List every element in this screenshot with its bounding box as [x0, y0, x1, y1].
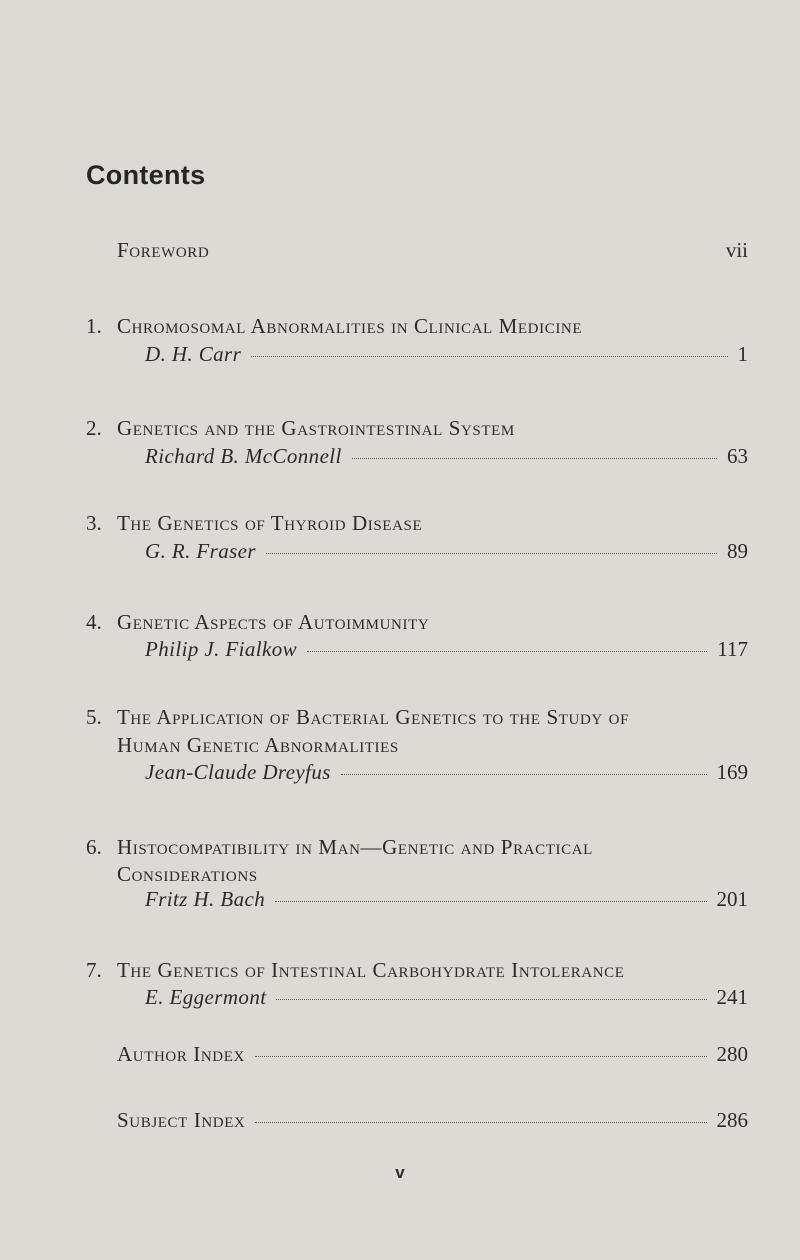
page-title: Contents — [86, 160, 206, 190]
chapter-author-line — [145, 760, 748, 785]
dot-leader — [255, 1122, 706, 1123]
chapter-number: 4. — [86, 610, 102, 634]
chapter-author: D. H. Carr — [145, 342, 242, 366]
chapter-number: 6. — [86, 835, 102, 859]
chapter-title: The Application of Bacterial Genetics to the Study of — [117, 705, 630, 729]
chapter-number: 5. — [86, 705, 102, 729]
dot-leader — [307, 651, 707, 652]
chapter-author-line — [145, 887, 748, 912]
chapter-title: Genetic Aspects of Autoimmunity — [117, 610, 430, 634]
chapter-page-number: 117 — [717, 637, 748, 661]
chapter-title: Genetics and the Gastrointestinal System — [117, 416, 515, 440]
chapter-author: Jean-Claude Dreyfus — [145, 760, 331, 784]
chapter-number: 7. — [86, 958, 102, 982]
chapter-author: G. R. Fraser — [145, 539, 256, 563]
dot-leader — [275, 901, 706, 902]
index-page-number: 280 — [716, 1042, 748, 1066]
dot-leader — [255, 1056, 707, 1057]
page-folio: v — [395, 1163, 405, 1182]
chapter-author-line — [145, 637, 748, 662]
dot-leader — [341, 774, 707, 775]
dot-leader — [251, 356, 727, 357]
chapter-author-line — [145, 342, 748, 367]
index-page-number: 286 — [716, 1108, 748, 1132]
chapter-number: 3. — [86, 511, 102, 535]
chapter-page-number: 201 — [716, 887, 748, 911]
chapter-title: Histocompatibility in Man—Genetic and Practical — [117, 835, 593, 859]
chapter-page-number: 1 — [737, 342, 748, 366]
chapter-author-line — [145, 985, 748, 1010]
chapter-title: The Genetics of Intestinal Carbohydrate Intolerance — [117, 958, 625, 982]
chapter-title: The Genetics of Thyroid Disease — [117, 511, 423, 535]
foreword-page-number: vii — [725, 238, 748, 262]
dot-leader — [352, 458, 717, 459]
chapter-page-number: 89 — [727, 539, 748, 563]
chapter-author: Fritz H. Bach — [145, 887, 266, 911]
chapter-number: 1. — [86, 314, 102, 338]
chapter-page-number: 241 — [716, 985, 748, 1009]
dot-leader — [266, 553, 717, 554]
author-index-entry — [117, 1042, 748, 1067]
foreword-label: Foreword — [117, 238, 210, 262]
chapter-author: Richard B. McConnell — [145, 444, 342, 468]
index-label: Author Index — [117, 1042, 245, 1066]
chapter-title: Chromosomal Abnormalities in Clinical Medicine — [117, 314, 583, 338]
dot-leader — [276, 999, 706, 1000]
chapter-author: Philip J. Fialkow — [145, 637, 298, 661]
chapter-page-number: 169 — [716, 760, 748, 784]
chapter-page-number: 63 — [727, 444, 748, 468]
chapter-author-line — [145, 444, 748, 469]
chapter-author: E. Eggermont — [145, 985, 267, 1009]
chapter-title-continued: Considerations — [117, 862, 258, 886]
index-label: Subject Index — [117, 1108, 246, 1132]
subject-index-entry — [117, 1108, 748, 1133]
chapter-number: 2. — [86, 416, 102, 440]
chapter-author-line — [145, 539, 748, 564]
chapter-title-continued: Human Genetic Abnormalities — [117, 733, 399, 757]
